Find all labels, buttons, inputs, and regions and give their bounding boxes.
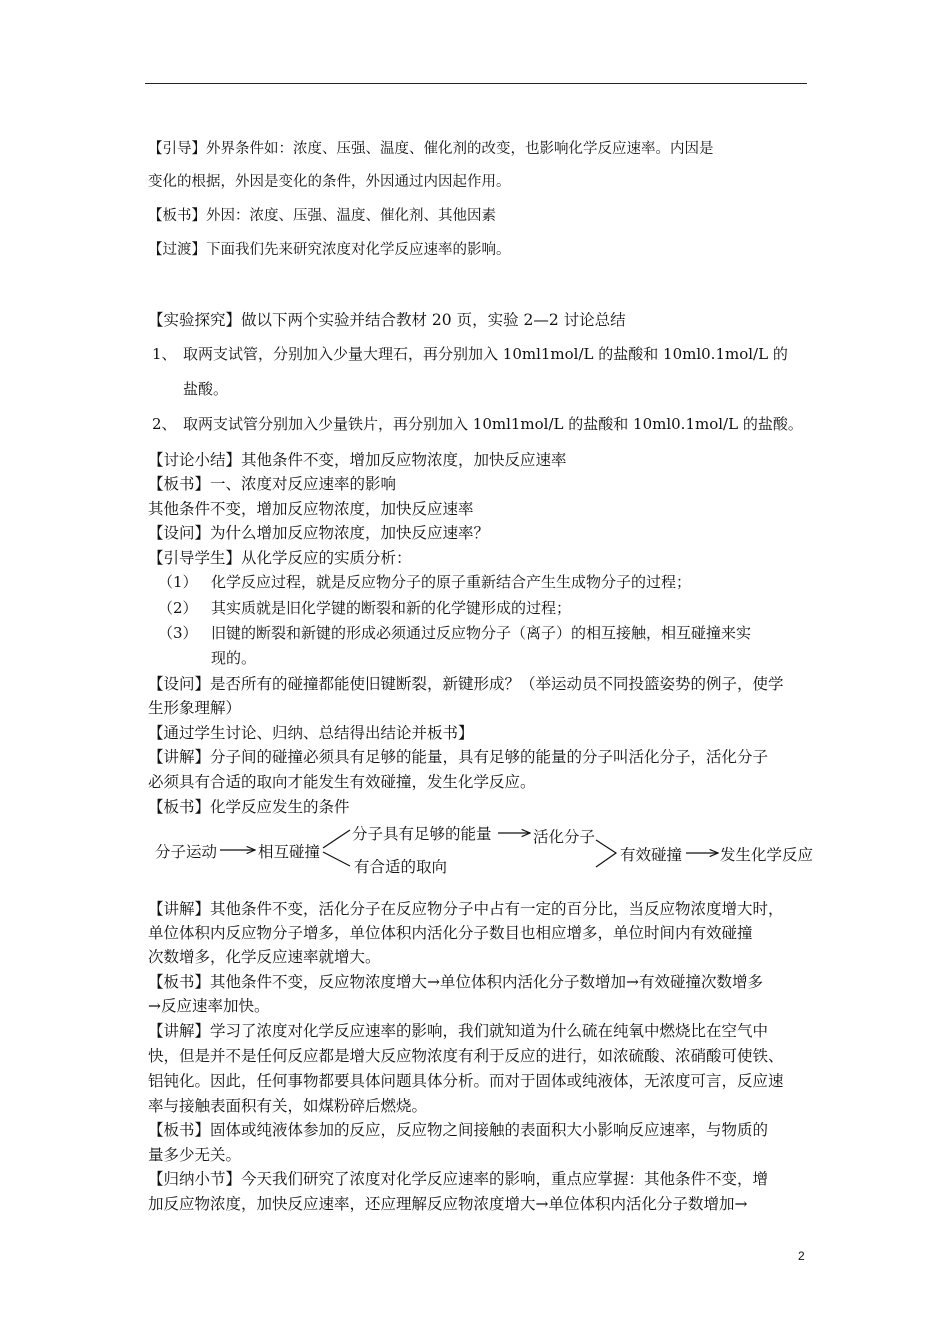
- discussion-summary: 【讨论小结】其他条件不变，增加反应物浓度，加快反应速率: [148, 451, 567, 469]
- intro-line-3: 【板书】外因：浓度、压强、温度、催化剂、其他因素: [148, 208, 496, 224]
- analysis-number: （2）: [158, 599, 198, 617]
- question-2-cont: 生形象理解）: [148, 699, 242, 717]
- page-number: 2: [798, 1249, 805, 1263]
- board-heading-1: 【板书】一、浓度对反应速率的影响: [148, 475, 397, 493]
- diagram-node-activated-molecule: 活化分子: [533, 828, 596, 846]
- experiment-item-2: 取两支试管分别加入少量铁片，再分别加入 10ml1mol/L 的盐酸和 10ml0.1mol/L 的盐酸。: [183, 415, 803, 433]
- summary-cont: 加反应物浓度，加快反应速率，还应理解反应物浓度增大→单位体积内活化分子数增加→: [148, 1195, 748, 1213]
- experiment-title: 【实验探究】做以下两个实验并结合教材 20 页，实验 2—2 讨论总结: [148, 311, 626, 329]
- board-text-1: 其他条件不变，增加反应物浓度，加快反应速率: [148, 500, 474, 518]
- diagram-node-collision: 相互碰撞: [258, 843, 321, 861]
- explanation-3-cont: 率与接触表面积有关，如煤粉碎后燃烧。: [148, 1097, 428, 1115]
- diagram-node-energy: 分子具有足够的能量: [352, 825, 492, 843]
- merge-lines: [596, 840, 616, 867]
- branch-upper-line: [323, 830, 350, 848]
- conclusion-note: 【通过学生讨论、归纳、总结得出结论并板书】: [148, 724, 474, 742]
- diagram-node-orientation: 有合适的取向: [354, 858, 448, 876]
- board-text-3: 【板书】固体或纯液体参加的反应，反应物之间接触的表面积大小影响反应速率，与物质的: [148, 1121, 769, 1139]
- experiment-item-1: 取两支试管，分别加入少量大理石，再分别加入 10ml1mol/L 的盐酸和 10ml0.1mol/L 的: [183, 345, 788, 363]
- summary: 【归纳小节】今天我们研究了浓度对化学反应速率的影响，重点应掌握：其他条件不变，增: [148, 1170, 769, 1188]
- experiment-item-number: 1、: [152, 345, 177, 363]
- branch-lower-line: [323, 852, 350, 866]
- question-1: 【设问】为什么增加反应物浓度，加快反应速率？: [148, 524, 490, 542]
- explanation-1-cont: 必须具有合适的取向才能发生有效碰撞，发生化学反应。: [148, 773, 536, 791]
- board-heading-2: 【板书】化学反应发生的条件: [148, 798, 350, 816]
- explanation-1: 【讲解】分子间的碰撞必须具有足够的能量，具有足够的能量的分子叫活化分子，活化分子: [148, 748, 769, 766]
- diagram-node-reaction: 发生化学反应: [720, 846, 814, 864]
- analysis-item-2: 其实质就是旧化学键的断裂和新的化学键形成的过程；: [211, 599, 572, 617]
- analysis-item-3: 旧键的断裂和新键的形成必须通过反应物分子（离子）的相互接触，相互碰撞来实: [211, 624, 752, 642]
- explanation-3-cont: 铝钝化。因此，任何事物都要具体问题具体分析。而对于固体或纯液体，无浓度可言，反应速: [148, 1072, 784, 1090]
- board-text-2: 【板书】其他条件不变，反应物浓度增大→单位体积内活化分子数增加→有效碰撞次数增多: [148, 973, 763, 991]
- explanation-2-cont: 次数增多，化学反应速率就增大。: [148, 948, 381, 966]
- explanation-3-cont: 快，但是并不是任何反应都是增大反应物浓度有利于反应的进行，如浓硫酸、浓硝酸可使铁、: [148, 1047, 784, 1065]
- experiment-item-1-cont: 盐酸。: [183, 380, 229, 398]
- diagram-node-effective-collision: 有效碰撞: [620, 846, 683, 864]
- experiment-item-number: 2、: [152, 415, 177, 433]
- explanation-3: 【讲解】学习了浓度对化学反应速率的影响，我们就知道为什么硫在纯氧中燃烧比在空气中: [148, 1022, 769, 1040]
- explanation-2-cont: 单位体积内反应物分子增多，单位体积内活化分子数目也相应增多，单位时间内有效碰撞: [148, 924, 753, 942]
- diagram-node-molecule-motion: 分子运动: [155, 843, 218, 861]
- question-2: 【设问】是否所有的碰撞都能使旧键断裂，新键形成？（举运动员不同投篮姿势的例子，使学: [148, 675, 784, 693]
- board-text-2-cont: →反应速率加快。: [148, 997, 270, 1015]
- explanation-2: 【讲解】其他条件不变，活化分子在反应物分子中占有一定的百分比，当反应物浓度增大时，: [148, 900, 784, 918]
- intro-line-1: 【引导】外界条件如：浓度、压强、温度、催化剂的改变，也影响化学反应速率。内因是: [148, 141, 714, 157]
- board-text-3-cont: 量多少无关。: [148, 1146, 242, 1164]
- analysis-number: （3）: [158, 624, 198, 642]
- intro-line-4: 【过渡】下面我们先来研究浓度对化学反应速率的影响。: [148, 242, 511, 258]
- analysis-item-3-cont: 现的。: [211, 649, 257, 667]
- guide-students: 【引导学生】从化学反应的实质分析：: [148, 549, 412, 567]
- analysis-number: （1）: [158, 573, 198, 591]
- analysis-item-1: 化学反应过程，就是反应物分子的原子重新结合产生生成物分子的过程；: [211, 573, 692, 591]
- intro-line-2: 变化的根据，外因是变化的条件，外因通过内因起作用。: [148, 174, 511, 190]
